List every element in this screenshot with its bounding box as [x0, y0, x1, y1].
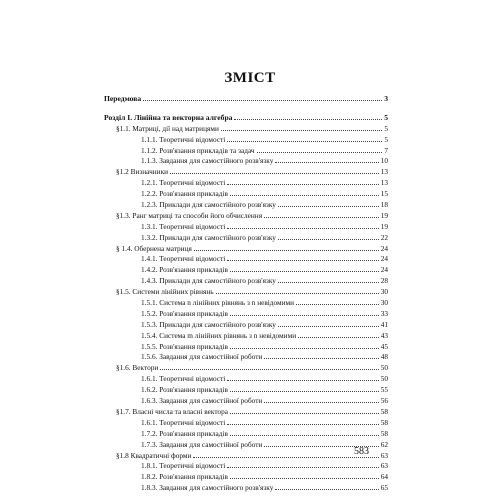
- dot-leader: [194, 250, 379, 251]
- toc-entry-page: 13: [380, 167, 388, 177]
- toc-entry-title: 1.5.1. Система n лінійних рівнянь з n невідомими: [141, 298, 295, 308]
- toc-entry-title: 1.7.3. Завдання для самостійної роботи: [141, 439, 263, 449]
- toc-entry[interactable]: [104, 407, 388, 418]
- toc-entry-title: §1.6. Вектори: [116, 363, 159, 373]
- toc-entry-page: 50: [380, 363, 388, 373]
- toc-entry-page: 58: [380, 428, 388, 438]
- toc-entry-title: §1.1. Матриці, дії над матрицями: [116, 123, 219, 133]
- toc-entry-page: 41: [380, 319, 388, 329]
- toc-entry[interactable]: [104, 440, 388, 451]
- toc-entry[interactable]: [104, 113, 388, 124]
- toc-entry[interactable]: [104, 276, 388, 287]
- toc-entry-page: 5: [384, 112, 388, 122]
- toc-entry-title: §1.7. Власні числа та власні вектора: [116, 406, 228, 416]
- toc-entry[interactable]: [104, 211, 388, 222]
- dot-leader: [227, 467, 378, 468]
- toc-entry-title: 1.1.2. Розв'язання прикладів та задач: [141, 145, 255, 155]
- toc-entry-title: 1.4.1. Теоретичні відомості: [141, 254, 226, 264]
- dot-leader: [234, 119, 382, 120]
- toc-entry[interactable]: [104, 451, 388, 462]
- toc-entry-page: 63: [380, 450, 388, 460]
- dot-leader: [160, 369, 378, 370]
- toc-entry-title: 1.3.2. Приклади для самостійного розв'язку: [141, 232, 276, 242]
- toc-entry-title: 1.8.3. Завдання для самостійного розв'язку: [141, 483, 274, 493]
- toc-entry-page: 63: [380, 461, 388, 471]
- dot-leader: [230, 391, 379, 392]
- toc-entry[interactable]: [104, 222, 388, 233]
- toc-entry-page: 24: [380, 254, 388, 264]
- toc-entry-page: 28: [380, 276, 388, 286]
- toc-entry[interactable]: [104, 156, 388, 167]
- dot-leader: [230, 195, 379, 196]
- toc-entry-page: 62: [380, 439, 388, 449]
- dot-leader: [230, 315, 379, 316]
- toc-entry[interactable]: [104, 342, 388, 353]
- toc-entry-title: 1.6.1. Теоретичні відомості: [141, 417, 226, 427]
- dot-leader: [143, 100, 382, 101]
- toc-entry[interactable]: [104, 265, 388, 276]
- dot-leader: [221, 130, 382, 131]
- table-of-contents: [104, 94, 388, 494]
- toc-entry-page: 10: [380, 156, 388, 166]
- dot-leader: [264, 358, 378, 359]
- toc-entry-title: §1.2 Визначники: [116, 167, 169, 177]
- toc-entry[interactable]: [104, 483, 388, 494]
- toc-entry-page: 5: [384, 134, 388, 144]
- toc-entry[interactable]: [104, 135, 388, 146]
- section-gap: [104, 105, 388, 113]
- toc-entry[interactable]: [104, 429, 388, 440]
- toc-entry[interactable]: [104, 352, 388, 363]
- toc-entry[interactable]: [104, 233, 388, 244]
- toc-entry[interactable]: [104, 298, 388, 309]
- dot-leader: [230, 413, 379, 414]
- toc-entry-page: 5: [384, 123, 388, 133]
- toc-entry-page: 56: [380, 396, 388, 406]
- toc-entry-page: 24: [380, 243, 388, 253]
- toc-entry[interactable]: [104, 331, 388, 342]
- toc-entry-page: 3: [384, 94, 388, 103]
- toc-entry-title: 1.5.5. Розв'язання прикладів: [141, 341, 228, 351]
- dot-leader: [216, 293, 379, 294]
- toc-entry-title: 1.6.1. Теоретичні відомості: [141, 374, 226, 384]
- dot-leader: [278, 206, 379, 207]
- toc-entry-page: 19: [380, 210, 388, 220]
- dot-leader: [296, 304, 379, 305]
- page-title: ЗМІСТ: [224, 70, 276, 86]
- dot-leader: [193, 457, 378, 458]
- dot-leader: [227, 141, 382, 142]
- toc-entry[interactable]: [104, 374, 388, 385]
- toc-entry[interactable]: [104, 178, 388, 189]
- dot-leader: [298, 337, 379, 338]
- toc-entry-title: §1.8 Квадратичні форми: [116, 450, 192, 460]
- toc-entry-title: 1.4.3. Приклади для самостійного розв'язку: [141, 276, 276, 286]
- toc-entry-page: 24: [380, 265, 388, 275]
- toc-entry-title: Передмова: [104, 94, 142, 103]
- toc-entry-title: Розділ І. Лінійна та векторна алгебра: [104, 112, 233, 122]
- toc-entry[interactable]: [104, 472, 388, 483]
- dot-leader: [278, 326, 379, 327]
- toc-entry[interactable]: [104, 124, 388, 135]
- toc-entry[interactable]: [104, 254, 388, 265]
- toc-entry[interactable]: [104, 287, 388, 298]
- toc-entry-page: 43: [380, 330, 388, 340]
- toc-entry[interactable]: [104, 94, 388, 105]
- dot-leader: [264, 402, 378, 403]
- dot-leader: [227, 260, 378, 261]
- toc-entry-title: 1.4.2. Розв'язання прикладів: [141, 265, 228, 275]
- toc-entry-title: § 1.4. Обернена матриця: [116, 243, 192, 253]
- dot-leader: [230, 271, 379, 272]
- page-number: 583: [354, 446, 369, 457]
- toc-entry-title: 1.6.2. Розв'язання прикладів: [141, 385, 228, 395]
- toc-entry[interactable]: [104, 396, 388, 407]
- toc-entry-title: 1.2.1. Теоретичні відомості: [141, 178, 226, 188]
- dot-leader: [264, 217, 379, 218]
- toc-entry-title: 1.1.1. Теоретичні відомості: [141, 134, 226, 144]
- toc-entry-page: 64: [380, 472, 388, 482]
- toc-entry-title: 1.2.3. Приклади для самостійного розв'язку: [141, 200, 276, 210]
- dot-leader: [227, 228, 378, 229]
- toc-entry-title: §1.5. Системи лінійних рівнянь: [116, 287, 214, 297]
- toc-entry[interactable]: [104, 320, 388, 331]
- dot-leader: [227, 184, 378, 185]
- dot-leader: [227, 424, 378, 425]
- toc-entry-page: 15: [380, 189, 388, 199]
- dot-leader: [278, 282, 379, 283]
- toc-entry-page: 18: [380, 200, 388, 210]
- toc-entry[interactable]: [104, 200, 388, 211]
- toc-entry-title: 1.8.2. Розв'язання прикладів: [141, 472, 228, 482]
- toc-entry-page: 7: [384, 145, 388, 155]
- toc-entry[interactable]: [104, 167, 388, 178]
- dot-leader: [278, 239, 379, 240]
- toc-entry-title: 1.5.6. Завдання для самостійної роботи: [141, 352, 263, 362]
- toc-entry-title: 1.6.3. Завдання для самостійної роботи: [141, 396, 263, 406]
- dot-leader: [275, 489, 378, 490]
- toc-entry-page: 58: [380, 417, 388, 427]
- toc-entry-page: 48: [380, 352, 388, 362]
- toc-entry-title: §1.3. Ранг матриці та способи його обчислення: [116, 210, 263, 220]
- toc-entry-page: 19: [380, 221, 388, 231]
- toc-entry-title: 1.7.2. Розв'язання прикладів: [141, 428, 228, 438]
- toc-entry-page: 58: [380, 406, 388, 416]
- toc-entry-title: 1.8.1. Теоретичні відомості: [141, 461, 226, 471]
- toc-entry-page: 30: [380, 287, 388, 297]
- toc-entry-page: 55: [380, 385, 388, 395]
- toc-entry-title: 1.2.2. Розв'язання прикладів: [141, 189, 228, 199]
- toc-entry[interactable]: [104, 146, 388, 157]
- dot-leader: [230, 435, 379, 436]
- dot-leader: [257, 152, 383, 153]
- dot-leader: [230, 478, 379, 479]
- toc-entry-title: 1.5.4. Система m лінійних рівнянь з n невідомими: [141, 330, 297, 340]
- toc-entry[interactable]: [104, 244, 388, 255]
- toc-entry[interactable]: [104, 189, 388, 200]
- toc-entry-page: 50: [380, 374, 388, 384]
- toc-entry-page: 45: [380, 341, 388, 351]
- toc-entry[interactable]: [104, 418, 388, 429]
- toc-entry[interactable]: [104, 461, 388, 472]
- toc-entry-page: 22: [380, 232, 388, 242]
- toc-entry-title: 1.5.3. Приклади для самостійного розв'язку: [141, 319, 276, 329]
- toc-entry[interactable]: [104, 309, 388, 320]
- toc-entry-page: 30: [380, 298, 388, 308]
- toc-entry-page: 33: [380, 308, 388, 318]
- toc-entry-title: 1.3.1. Теоретичні відомості: [141, 221, 226, 231]
- dot-leader: [230, 348, 379, 349]
- dot-leader: [227, 380, 378, 381]
- dot-leader: [170, 173, 379, 174]
- toc-entry-title: 1.5.2. Розв'язання прикладів: [141, 308, 228, 318]
- toc-entry-page: 65: [380, 483, 388, 493]
- toc-entry[interactable]: [104, 385, 388, 396]
- toc-entry-title: 1.1.3. Завдання для самостійного розв'язку: [141, 156, 274, 166]
- toc-entry[interactable]: [104, 363, 388, 374]
- dot-leader: [275, 162, 378, 163]
- toc-entry-page: 13: [380, 178, 388, 188]
